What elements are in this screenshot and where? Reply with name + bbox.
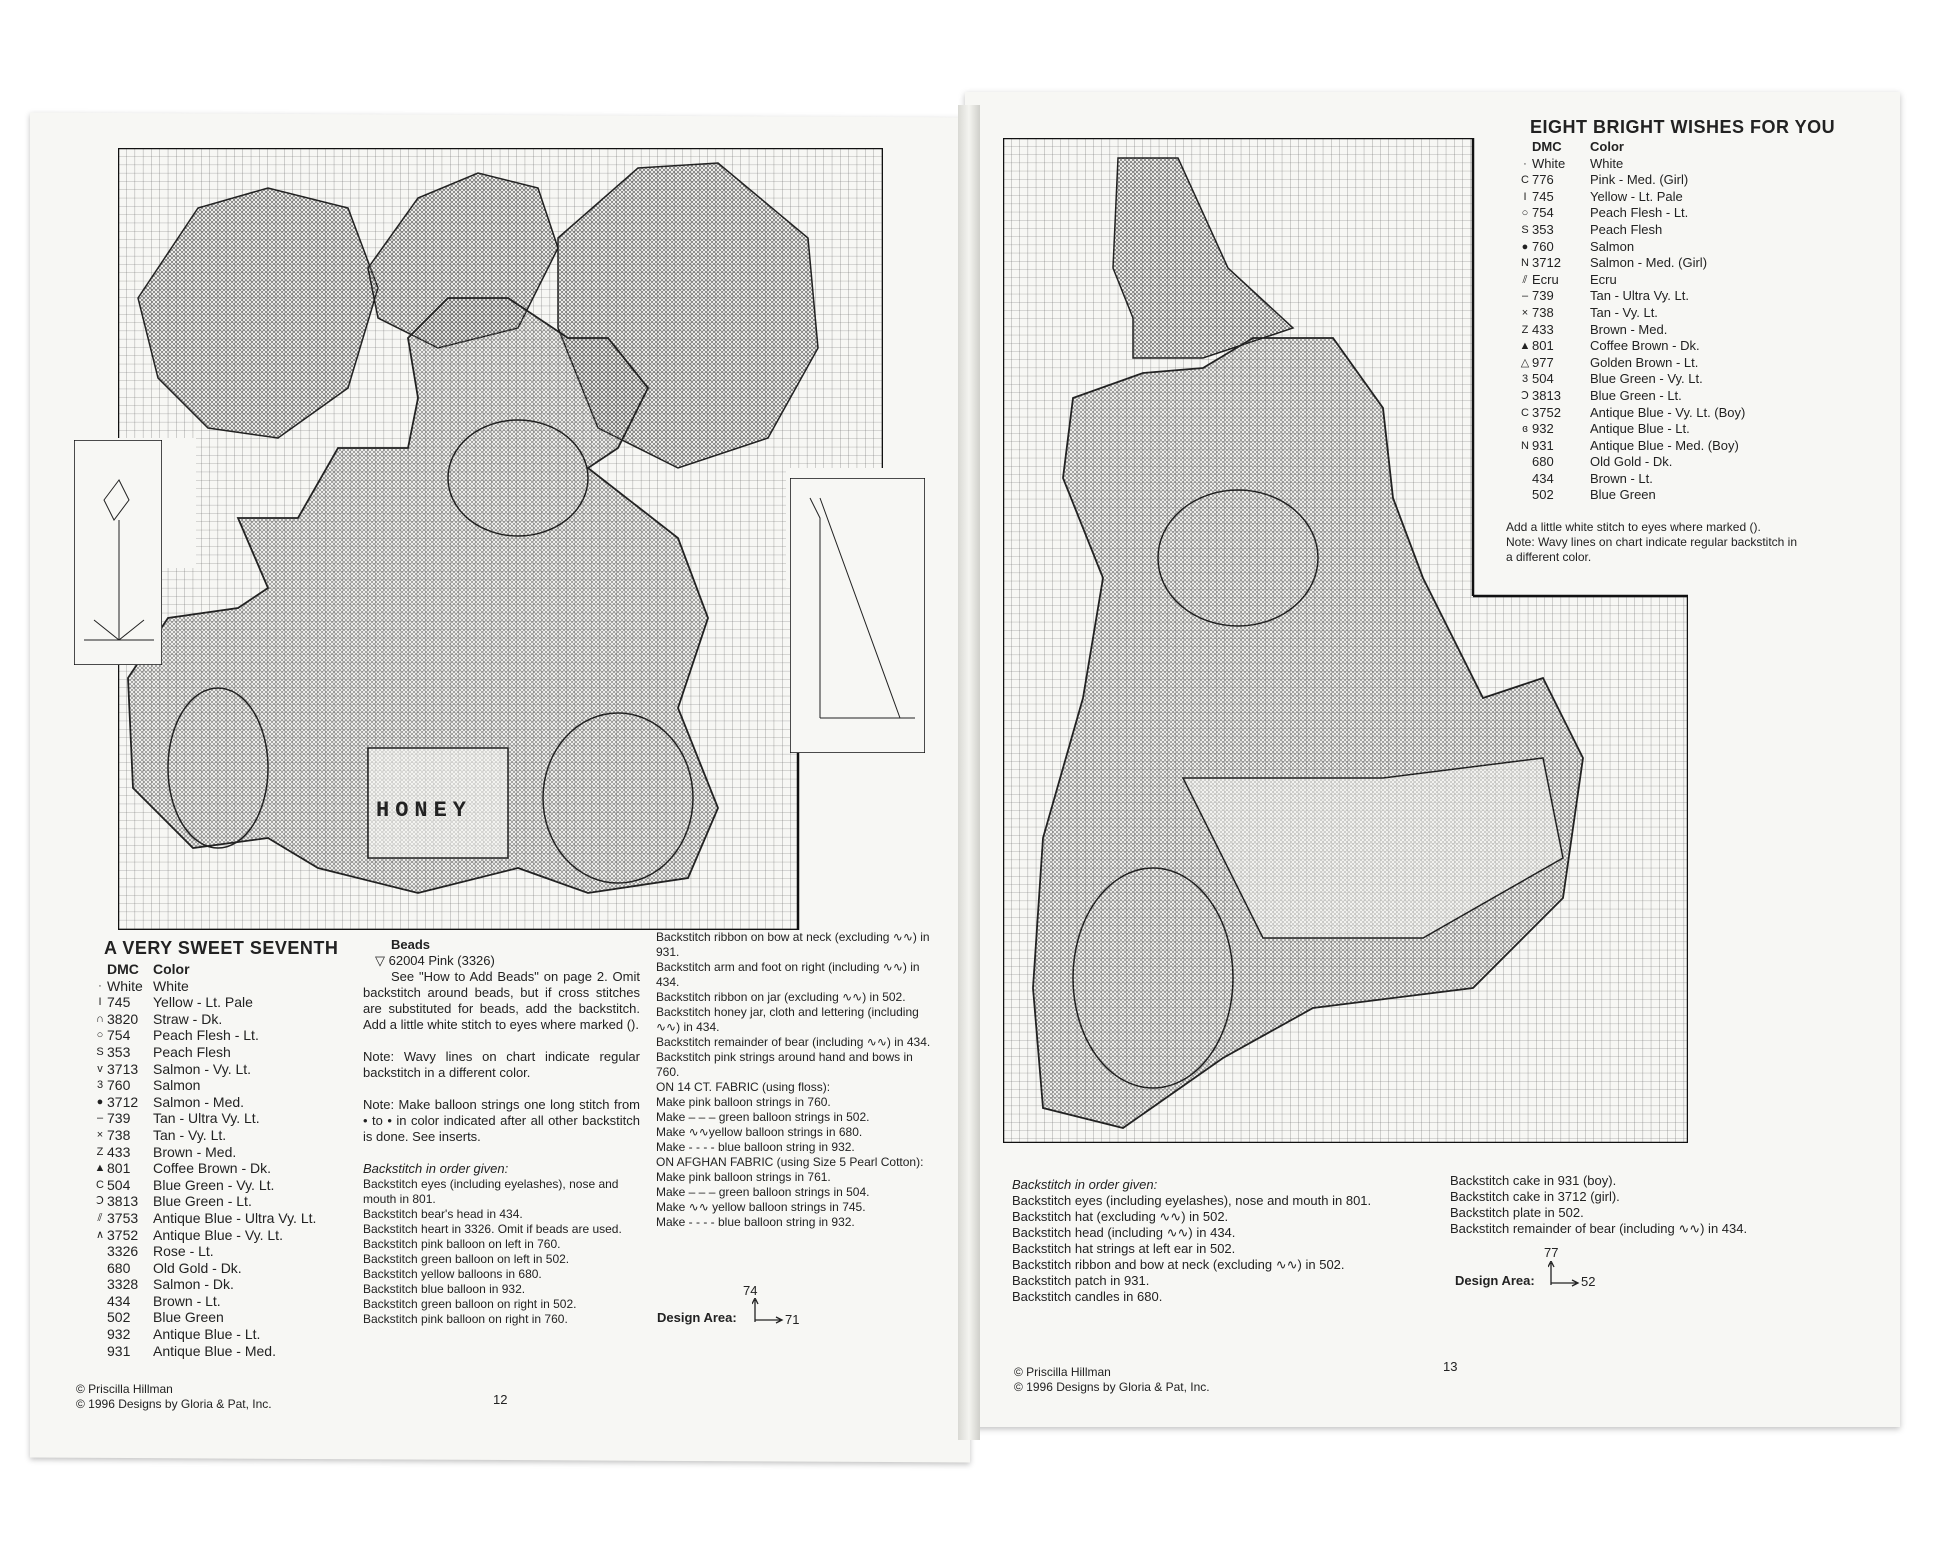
legend-row xyxy=(93,1210,316,1227)
legend-color-name: Tan - Ultra Vy. Lt. xyxy=(1590,288,1689,304)
legend-symbol xyxy=(93,1276,107,1293)
legend-symbol: ○ xyxy=(1521,207,1529,220)
legend-row xyxy=(1518,405,1745,422)
right-page-number: 13 xyxy=(1443,1359,1458,1374)
instruction-line: Add a little white stitch to eyes where marked (). xyxy=(1506,520,1761,534)
legend-row xyxy=(1518,388,1745,405)
legend-symbol: · xyxy=(98,979,102,992)
legend-color-name: Brown - Med. xyxy=(1590,321,1668,337)
legend-dmc-number: 3712 xyxy=(107,1093,139,1110)
legend-dmc-number: 502 xyxy=(107,1309,131,1326)
legend-symbol xyxy=(1518,471,1532,488)
legend-dmc-number: White xyxy=(107,977,143,994)
left-pattern-title: A VERY SWEET SEVENTH xyxy=(104,938,339,958)
legend-dmc-number: 680 xyxy=(1532,454,1554,470)
instruction-line: Backstitch pink balloon on left in 760. xyxy=(363,1237,561,1251)
legend-dmc-number: 739 xyxy=(1532,288,1554,304)
legend-symbol: ● xyxy=(96,1095,104,1108)
legend-row xyxy=(1518,371,1745,388)
instruction-line: Backstitch pink strings around hand and bows in 760. xyxy=(656,1050,913,1079)
instruction-line: Backstitch eyes (including eyelashes), nose and mouth in 801. xyxy=(363,1177,619,1206)
legend-row xyxy=(93,1127,316,1144)
legend-color-name: Blue Green - Vy. Lt. xyxy=(1590,371,1703,387)
left-beads-block xyxy=(363,937,640,1327)
instruction-line: Backstitch candles in 680. xyxy=(1012,1289,1163,1304)
legend-row xyxy=(93,1260,316,1277)
instruction-line: Backstitch bear's head in 434. xyxy=(363,1207,523,1221)
legend-row xyxy=(93,1094,316,1111)
legend-header xyxy=(1518,139,1745,156)
legend-color-name: Tan - Ultra Vy. Lt. xyxy=(153,1110,260,1127)
legend-row xyxy=(93,1027,316,1044)
legend-row xyxy=(93,1243,316,1260)
legend-dmc-number: 353 xyxy=(1532,221,1554,237)
right-copyright xyxy=(1014,1365,1210,1395)
legend-dmc-number: 3752 xyxy=(1532,404,1561,420)
legend-color-name: Tan - Vy. Lt. xyxy=(153,1126,227,1143)
legend-dmc-number: 738 xyxy=(107,1126,131,1143)
legend-dmc-number: 3813 xyxy=(1532,387,1561,403)
legend-symbol: 3 xyxy=(96,1079,104,1092)
instruction-line: Backstitch patch in 931. xyxy=(1012,1273,1150,1288)
legend-dmc-number: 754 xyxy=(1532,205,1554,221)
legend-row xyxy=(1518,438,1745,455)
legend-color-name: Brown - Lt. xyxy=(153,1292,221,1309)
legend-symbol: ○ xyxy=(96,1029,104,1042)
instruction-line: Backstitch arm and foot on right (including ∿∿) in 434. xyxy=(656,960,920,989)
legend-header-color: Color xyxy=(153,961,190,977)
legend-row xyxy=(1518,156,1745,173)
legend-symbol: × xyxy=(96,1128,104,1141)
legend-row xyxy=(93,978,316,995)
right-backstitch-column-2 xyxy=(1450,1173,1810,1237)
design-area-width: 52 xyxy=(1581,1274,1596,1289)
design-area-height: 74 xyxy=(743,1283,758,1298)
left-design-area xyxy=(657,1283,807,1350)
right-backstitch-block xyxy=(1012,1177,1442,1305)
design-area-arrow-icon xyxy=(1548,1261,1580,1287)
design-area-height: 77 xyxy=(1544,1245,1559,1260)
copyright-line-1: © Priscilla Hillman xyxy=(76,1382,173,1396)
instruction-line: Backstitch hat strings at left ear in 502. xyxy=(1012,1241,1236,1256)
legend-color-name: Salmon - Dk. xyxy=(153,1276,234,1293)
legend-row xyxy=(93,1343,316,1360)
legend-symbol xyxy=(93,1260,107,1277)
balloon-string-insert-right xyxy=(790,478,925,753)
design-area-label: Design Area: xyxy=(657,1310,737,1325)
legend-row xyxy=(93,1309,316,1326)
legend-dmc-number: 3712 xyxy=(1532,255,1561,271)
legend-color-name: Salmon - Med. xyxy=(153,1093,245,1110)
instruction-line: Backstitch remainder of bear (including ∿∿) in 434. xyxy=(1450,1221,1748,1236)
left-color-legend xyxy=(93,961,316,1359)
copyright-line-2: © 1996 Designs by Gloria & Pat, Inc. xyxy=(76,1397,272,1411)
legend-dmc-number: 502 xyxy=(1532,487,1554,503)
legend-row xyxy=(1518,189,1745,206)
legend-symbol: C xyxy=(1521,174,1529,187)
legend-row xyxy=(1518,305,1745,322)
legend-row xyxy=(93,1160,316,1177)
instruction-line: Backstitch yellow balloons in 680. xyxy=(363,1267,542,1281)
left-page-number: 12 xyxy=(493,1392,508,1407)
legend-row xyxy=(1518,288,1745,305)
legend-row xyxy=(93,1044,316,1061)
legend-color-name: Brown - Med. xyxy=(153,1143,237,1160)
legend-dmc-number: 738 xyxy=(1532,304,1554,320)
legend-dmc-number: 3820 xyxy=(107,1010,139,1027)
legend-row xyxy=(1518,172,1745,189)
instruction-line: Make ∿∿yellow balloon strings in 680. xyxy=(656,1125,863,1139)
legend-symbol: C xyxy=(96,1178,104,1191)
legend-dmc-number: White xyxy=(1532,155,1566,171)
legend-symbol: – xyxy=(1521,290,1529,303)
legend-row xyxy=(93,1110,316,1127)
legend-row xyxy=(93,1061,316,1078)
copyright-line-1: © Priscilla Hillman xyxy=(1014,1365,1111,1379)
legend-dmc-number: 680 xyxy=(107,1259,131,1276)
legend-color-name: Golden Brown - Lt. xyxy=(1590,354,1699,370)
legend-color-name: Antique Blue - Vy. Lt. xyxy=(153,1226,283,1243)
legend-header-color: Color xyxy=(1590,139,1624,154)
legend-color-name: Blue Green xyxy=(153,1309,224,1326)
legend-dmc-number: 754 xyxy=(107,1027,131,1044)
instruction-line: ON 14 CT. FABRIC (using floss): xyxy=(656,1080,831,1094)
legend-color-name: Coffee Brown - Dk. xyxy=(153,1160,272,1177)
legend-color-name: Coffee Brown - Dk. xyxy=(1590,338,1700,354)
legend-row xyxy=(93,1177,316,1194)
right-notes xyxy=(1506,520,1806,565)
legend-dmc-number: 931 xyxy=(107,1342,131,1359)
legend-row xyxy=(1518,272,1745,289)
legend-symbol: 3 xyxy=(1521,373,1529,386)
legend-row xyxy=(93,994,316,1011)
legend-row xyxy=(93,1144,316,1161)
book-spine xyxy=(958,105,980,1440)
legend-color-name: Antique Blue - Lt. xyxy=(153,1326,261,1343)
legend-dmc-number: 433 xyxy=(1532,321,1554,337)
instruction-line: Backstitch cake in 3712 (girl). xyxy=(1450,1189,1620,1204)
legend-symbol xyxy=(1518,487,1532,504)
legend-symbol: · xyxy=(1523,157,1527,170)
legend-dmc-number: 3328 xyxy=(107,1276,139,1293)
legend-dmc-number: 3752 xyxy=(107,1226,139,1243)
legend-row xyxy=(93,1193,316,1210)
instruction-line: Make - - - - blue balloon string in 932. xyxy=(656,1215,855,1229)
legend-row xyxy=(93,1227,316,1244)
legend-color-name: Blue Green - Lt. xyxy=(153,1193,252,1210)
legend-color-name: Salmon - Vy. Lt. xyxy=(153,1060,252,1077)
legend-row xyxy=(1518,239,1745,256)
legend-symbol: ∩ xyxy=(96,1012,104,1025)
legend-color-name: Old Gold - Dk. xyxy=(1590,454,1673,470)
legend-color-name: Peach Flesh xyxy=(153,1043,231,1060)
legend-color-name: Blue Green - Vy. Lt. xyxy=(153,1176,275,1193)
instruction-line: Backstitch blue balloon in 932. xyxy=(363,1282,526,1296)
legend-color-name: Brown - Lt. xyxy=(1590,470,1653,486)
legend-row xyxy=(93,1293,316,1310)
legend-dmc-number: 801 xyxy=(107,1160,131,1177)
legend-dmc-number: 739 xyxy=(107,1110,131,1127)
wavy-lines-note: Note: Wavy lines on chart indicate regular backstitch in a different color. xyxy=(363,1049,640,1080)
legend-dmc-number: 760 xyxy=(1532,238,1554,254)
legend-symbol: v xyxy=(97,1062,103,1075)
instruction-line: Backstitch ribbon on jar (excluding ∿∿) in 502. xyxy=(656,990,906,1004)
legend-color-name: Salmon - Med. (Girl) xyxy=(1590,255,1708,271)
legend-color-name: Blue Green - Lt. xyxy=(1590,387,1682,403)
instruction-line: Backstitch plate in 502. xyxy=(1450,1205,1584,1220)
legend-color-name: Ecru xyxy=(1590,271,1617,287)
legend-dmc-number: 801 xyxy=(1532,338,1554,354)
right-design-area xyxy=(1455,1245,1605,1313)
legend-color-name: Tan - Vy. Lt. xyxy=(1590,304,1658,320)
legend-symbol: ▲ xyxy=(94,1162,106,1175)
legend-symbol: ⫽ xyxy=(1522,273,1528,286)
legend-row xyxy=(1518,222,1745,239)
legend-row xyxy=(93,1011,316,1028)
legend-header-dmc: DMC xyxy=(107,961,139,977)
instruction-line: Backstitch eyes (including eyelashes), nose and mouth in 801. xyxy=(1012,1193,1372,1208)
legend-symbol xyxy=(93,1309,107,1326)
instruction-line: Backstitch heart in 3326. Omit if beads are used. xyxy=(363,1222,622,1236)
chart-label-honey: HONEY xyxy=(376,798,473,823)
legend-symbol xyxy=(1518,454,1532,471)
legend-row xyxy=(1518,454,1745,471)
legend-symbol: Z xyxy=(96,1145,104,1158)
cross-stitch-chart-left xyxy=(118,148,883,930)
legend-dmc-number: 504 xyxy=(1532,371,1554,387)
legend-color-name: Salmon xyxy=(153,1077,201,1094)
legend-symbol: I xyxy=(1523,190,1527,203)
legend-color-name: Peach Flesh xyxy=(1590,221,1663,237)
legend-row xyxy=(1518,487,1745,504)
legend-symbol xyxy=(93,1326,107,1343)
legend-dmc-number: 434 xyxy=(1532,470,1554,486)
left-copyright xyxy=(76,1382,272,1412)
legend-symbol: S xyxy=(96,1045,104,1058)
legend-dmc-number: Ecru xyxy=(1532,271,1559,287)
legend-color-name: Peach Flesh - Lt. xyxy=(1590,205,1689,221)
instruction-line: ON AFGHAN FABRIC (using Size 5 Pearl Cotton): xyxy=(656,1155,924,1169)
legend-symbol: △ xyxy=(1520,356,1530,369)
legend-color-name: Antique Blue - Med. (Boy) xyxy=(1590,437,1739,453)
copyright-line-2: © 1996 Designs by Gloria & Pat, Inc. xyxy=(1014,1380,1210,1394)
instruction-line: Make - - - - blue balloon string in 932. xyxy=(656,1140,855,1154)
legend-row xyxy=(1518,471,1745,488)
legend-symbol: – xyxy=(96,1112,104,1125)
legend-symbol: Ↄ xyxy=(1521,389,1529,402)
legend-dmc-number: 760 xyxy=(107,1077,131,1094)
legend-row xyxy=(1518,255,1745,272)
legend-color-name: Blue Green xyxy=(1590,487,1656,503)
legend-dmc-number: 3753 xyxy=(107,1209,139,1226)
legend-symbol: ▲ xyxy=(1519,340,1531,353)
backstitch-list xyxy=(363,1177,640,1327)
legend-dmc-number: 3326 xyxy=(107,1243,139,1260)
instruction-line: Note: Wavy lines on chart indicate regular backstitch in a different color. xyxy=(1506,535,1798,564)
legend-symbol xyxy=(93,1343,107,1360)
instruction-line: Backstitch head (including ∿∿) in 434. xyxy=(1012,1225,1236,1240)
beads-note: See "How to Add Beads" on page 2. Omit backstitch around beads, but if cross stitches are substituted for beads, add the backstitch. Add a little white stitch to eyes where marked (). xyxy=(363,969,640,1032)
balloon-string-insert-left xyxy=(74,440,162,665)
balloon-strings-note: Note: Make balloon strings one long stitch from • to • in color indicated after all other backstitch is done. See inserts. xyxy=(363,1097,640,1144)
legend-symbol: S xyxy=(1521,223,1529,236)
design-area-width: 71 xyxy=(785,1312,800,1327)
instruction-line: Backstitch ribbon and bow at neck (excluding ∿∿) in 502. xyxy=(1012,1257,1345,1272)
legend-dmc-number: 3813 xyxy=(107,1193,139,1210)
legend-row xyxy=(93,1326,316,1343)
instruction-line: Make – – – green balloon strings in 504. xyxy=(656,1185,870,1199)
instruction-line: Backstitch pink balloon on right in 760. xyxy=(363,1312,568,1326)
right-pattern-title: EIGHT BRIGHT WISHES FOR YOU xyxy=(1530,117,1836,137)
legend-symbol: I xyxy=(98,996,102,1009)
legend-dmc-number: 434 xyxy=(107,1292,131,1309)
design-area-label: Design Area: xyxy=(1455,1273,1535,1288)
legend-dmc-number: 932 xyxy=(107,1326,131,1343)
legend-row xyxy=(93,1077,316,1094)
instruction-line: Backstitch remainder of bear (including ∿∿) in 434. xyxy=(656,1035,931,1049)
legend-symbol: C xyxy=(1521,406,1529,419)
legend-color-name: Pink - Med. (Girl) xyxy=(1590,172,1689,188)
legend-color-name: White xyxy=(1590,155,1624,171)
instruction-line: Make – – – green balloon strings in 502. xyxy=(656,1110,870,1124)
legend-symbol: Z xyxy=(1521,323,1529,336)
instruction-line: Make pink balloon strings in 760. xyxy=(656,1095,831,1109)
legend-dmc-number: 745 xyxy=(1532,188,1554,204)
instruction-line: Make ∿∿ yellow balloon strings in 745. xyxy=(656,1200,866,1214)
instruction-line: Backstitch cake in 931 (boy). xyxy=(1450,1173,1617,1188)
legend-color-name: Antique Blue - Med. xyxy=(153,1342,276,1359)
legend-symbol: × xyxy=(1521,306,1529,319)
legend-row xyxy=(1518,421,1745,438)
legend-color-name: Salmon xyxy=(1590,238,1635,254)
legend-symbol: ⫽ xyxy=(97,1211,103,1224)
legend-symbol: ● xyxy=(1521,240,1529,253)
legend-color-name: Yellow - Lt. Pale xyxy=(153,994,253,1011)
legend-color-name: Antique Blue - Ultra Vy. Lt. xyxy=(153,1209,317,1226)
design-area-arrow-icon xyxy=(752,1298,784,1324)
instruction-line: Backstitch honey jar, cloth and lettering (including ∿∿) in 434. xyxy=(656,1005,919,1034)
legend-dmc-number: 3713 xyxy=(107,1060,139,1077)
legend-symbol: N xyxy=(1521,257,1529,270)
legend-row xyxy=(1518,205,1745,222)
legend-color-name: Antique Blue - Vy. Lt. (Boy) xyxy=(1590,404,1746,420)
instruction-line: Backstitch ribbon on bow at neck (excluding ∿∿) in 931. xyxy=(656,930,930,959)
instruction-line: Backstitch hat (excluding ∿∿) in 502. xyxy=(1012,1209,1229,1224)
legend-dmc-number: 977 xyxy=(1532,354,1554,370)
beads-title: Beads xyxy=(391,937,431,952)
instruction-line: Make pink balloon strings in 761. xyxy=(656,1170,831,1184)
legend-dmc-number: 776 xyxy=(1532,172,1554,188)
legend-row xyxy=(1518,322,1745,339)
instruction-line: Backstitch green balloon on left in 502. xyxy=(363,1252,570,1266)
legend-dmc-number: 932 xyxy=(1532,421,1554,437)
legend-symbol: Ↄ xyxy=(96,1195,104,1208)
beads-line: ▽ 62004 Pink (3326) xyxy=(375,953,495,968)
legend-symbol: N xyxy=(1521,439,1529,452)
legend-symbol: ɞ xyxy=(1522,423,1528,436)
legend-dmc-number: 433 xyxy=(107,1143,131,1160)
legend-dmc-number: 353 xyxy=(107,1043,131,1060)
legend-header-dmc: DMC xyxy=(1532,139,1562,154)
legend-color-name: Straw - Dk. xyxy=(153,1010,223,1027)
instruction-line: Backstitch green balloon on right in 502. xyxy=(363,1297,577,1311)
legend-dmc-number: 504 xyxy=(107,1176,131,1193)
legend-color-name: White xyxy=(153,977,189,994)
legend-color-name: Yellow - Lt. Pale xyxy=(1590,188,1683,204)
legend-dmc-number: 745 xyxy=(107,994,131,1011)
legend-symbol xyxy=(93,1243,107,1260)
legend-color-name: Old Gold - Dk. xyxy=(153,1259,242,1276)
backstitch-heading: Backstitch in order given: xyxy=(363,1161,509,1176)
legend-symbol: ∧ xyxy=(95,1228,105,1241)
legend-color-name: Antique Blue - Lt. xyxy=(1590,421,1690,437)
right-color-legend xyxy=(1518,139,1745,504)
legend-header xyxy=(93,961,316,978)
legend-row xyxy=(1518,338,1745,355)
backstitch-heading: Backstitch in order given: xyxy=(1012,1177,1158,1192)
legend-color-name: Rose - Lt. xyxy=(153,1243,214,1260)
legend-row xyxy=(1518,355,1745,372)
legend-color-name: Peach Flesh - Lt. xyxy=(153,1027,259,1044)
legend-dmc-number: 931 xyxy=(1532,437,1554,453)
legend-symbol xyxy=(93,1293,107,1310)
left-backstitch-column-3 xyxy=(656,930,934,1230)
legend-row xyxy=(93,1276,316,1293)
